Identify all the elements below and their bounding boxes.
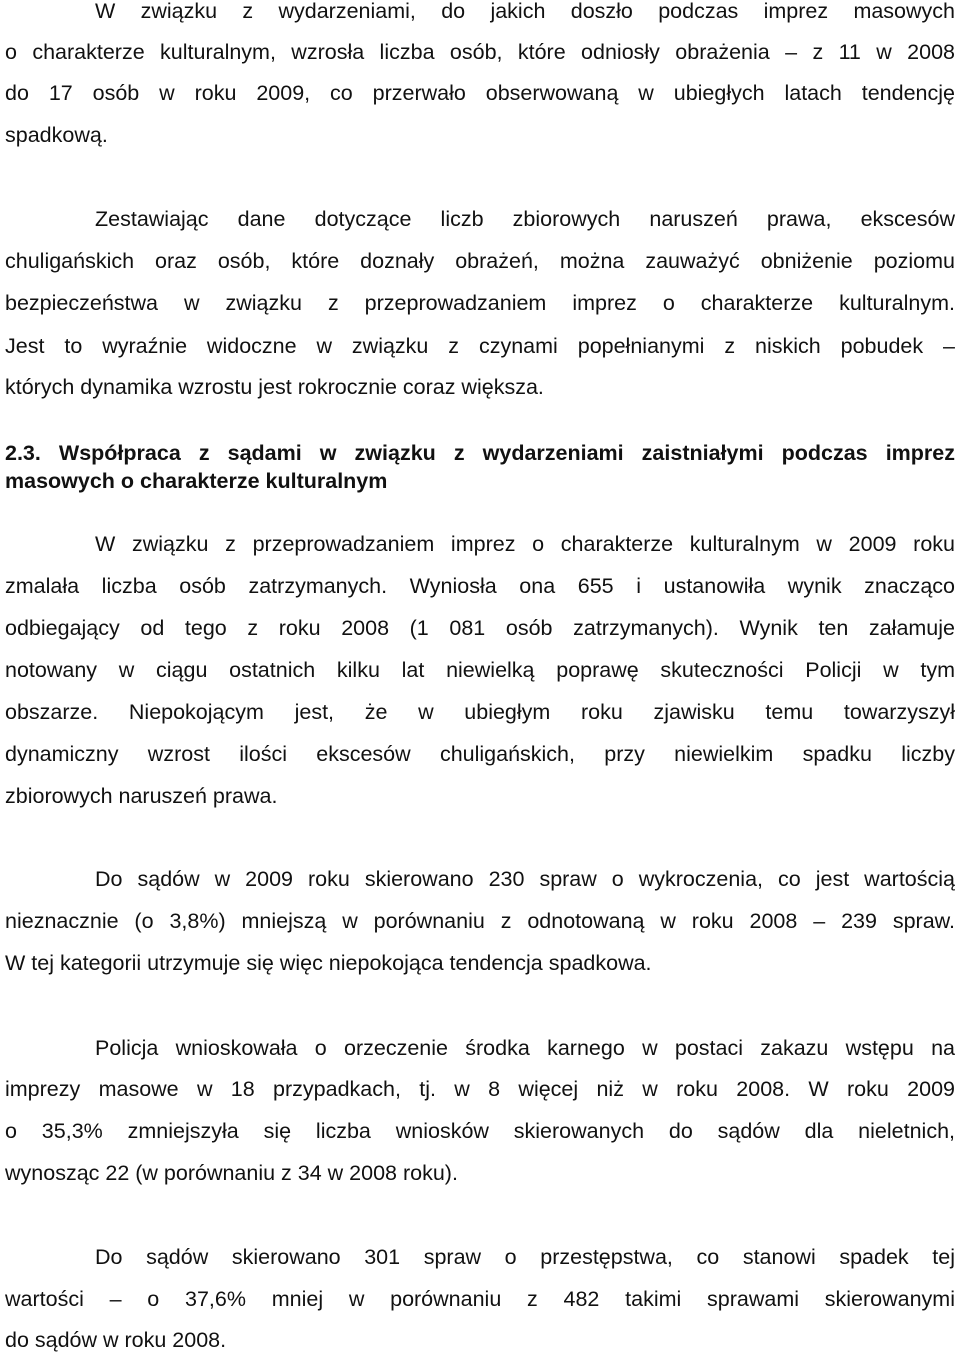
text-line: bezpieczeństwa w związku z przeprowadzaniem imprez o charakterze kulturalnym. xyxy=(5,291,955,315)
text-line: W związku z wydarzeniami, do jakich doszło podczas imprez masowych xyxy=(95,0,955,23)
text-line: do 17 osób w roku 2009, co przerwało obserwowaną w ubiegłych latach tendencję xyxy=(5,81,955,105)
heading-line: 2.3. Współpraca z sądami w związku z wydarzeniami zaistniałymi podczas imprez xyxy=(5,441,955,465)
text-line: wartości – o 37,6% mniej w porównaniu z 482 takimi sprawami skierowanymi xyxy=(5,1287,955,1311)
text-line: dynamiczny wzrost ilości ekscesów chuligańskich, przy niewielkim spadku liczby xyxy=(5,742,955,766)
text-line: Do sądów w 2009 roku skierowano 230 spraw o wykroczenia, co jest wartością xyxy=(95,867,955,891)
text-line: Policja wnioskowała o orzeczenie środka karnego w postaci zakazu wstępu na xyxy=(95,1036,955,1060)
text-line: Zestawiając dane dotyczące liczb zbiorowych naruszeń prawa, ekscesów xyxy=(95,207,955,231)
text-line: notowany w ciągu ostatnich kilku lat niewielką poprawę skuteczności Policji w tym xyxy=(5,658,955,682)
text-line: Jest to wyraźnie widoczne w związku z czynami popełnianymi z niskich pobudek – xyxy=(5,334,955,358)
text-line: chuligańskich oraz osób, które doznały obrażeń, można zauważyć obniżenie poziomu xyxy=(5,249,955,273)
text-line: zbiorowych naruszeń prawa. xyxy=(5,784,278,808)
text-line: do sądów w roku 2008. xyxy=(5,1328,227,1352)
text-line: nieznacznie (o 3,8%) mniejszą w porównaniu z odnotowaną w roku 2008 – 239 spraw. xyxy=(5,909,955,933)
heading-line: masowych o charakterze kulturalnym xyxy=(5,469,388,493)
text-line: zmalała liczba osób zatrzymanych. Wyniosła ona 655 i ustanowiła wynik znacząco xyxy=(5,574,955,598)
text-line: spadkową. xyxy=(5,123,108,147)
text-line: W tej kategorii utrzymuje się więc niepokojąca tendencja spadkowa. xyxy=(5,951,652,975)
text-line: imprezy masowe w 18 przypadkach, tj. w 8 więcej niż w roku 2008. W roku 2009 xyxy=(5,1077,955,1101)
text-line: których dynamika wzrostu jest rokrocznie coraz większa. xyxy=(5,375,544,399)
text-line: wynosząc 22 (w porównaniu z 34 w 2008 roku). xyxy=(5,1161,458,1185)
text-line: o 35,3% zmniejszyła się liczba wniosków skierowanych do sądów dla nieletnich, xyxy=(5,1119,955,1143)
text-line: Do sądów skierowano 301 spraw o przestępstwa, co stanowi spadek tej xyxy=(95,1245,955,1269)
text-line: W związku z przeprowadzaniem imprez o charakterze kulturalnym w 2009 roku xyxy=(95,532,955,556)
text-line: odbiegający od tego z roku 2008 (1 081 osób zatrzymanych). Wynik ten załamuje xyxy=(5,616,955,640)
text-line: obszarze. Niepokojącym jest, że w ubiegłym roku zjawisku temu towarzyszył xyxy=(5,700,955,724)
text-line: o charakterze kulturalnym, wzrosła liczba osób, które odniosły obrażenia – z 11 w 2008 xyxy=(5,40,955,64)
